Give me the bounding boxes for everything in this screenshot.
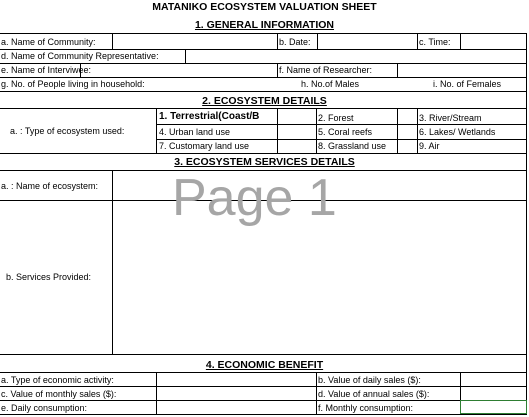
date-field[interactable] [318, 34, 416, 48]
daily-sales-field[interactable] [461, 373, 525, 385]
people-label: g. No. of People living in household: [1, 79, 145, 89]
annual-sales-field[interactable] [461, 387, 525, 399]
females-label: i. No. of Females [433, 79, 502, 89]
representative-field[interactable] [186, 50, 525, 62]
option-lakes[interactable]: 6. Lakes/ Wetlands [419, 127, 496, 137]
daily-consumption-label: e. Daily consumption: [1, 403, 88, 413]
section-services-header: 3. ECOSYSTEM SERVICES DETAILS [174, 156, 355, 168]
representative-label: d. Name of Community Representative: [1, 51, 159, 61]
daily-sales-label: b. Value of daily sales ($): [318, 375, 421, 385]
ecosystem-type-label: a. : Type of ecosystem used: [10, 126, 125, 136]
selected-cell[interactable] [460, 400, 527, 414]
option-river[interactable]: 3. River/Stream [419, 113, 482, 123]
males-label: h. No.of Males [301, 79, 360, 89]
community-field[interactable] [113, 34, 276, 48]
option-forest[interactable]: 2. Forest [318, 113, 354, 123]
time-label: c. Time: [419, 37, 451, 47]
community-label: a. Name of Community: [1, 37, 96, 47]
economic-activity-field[interactable] [157, 373, 315, 385]
date-label: b. Date: [279, 37, 311, 47]
time-field[interactable] [461, 34, 525, 48]
economic-activity-label: a. Type of economic activity: [1, 375, 114, 385]
option-urban[interactable]: 4. Urban land use [159, 127, 231, 137]
annual-sales-label: d. Value of annual sales ($): [318, 389, 430, 399]
option-terrestrial[interactable]: 1. Terrestrial(Coast/B [159, 111, 260, 122]
researcher-label: f. Name of Researcher: [279, 65, 373, 75]
option-customary[interactable]: 7. Customary land use [159, 141, 250, 151]
sheet-title: MATANIKO ECOSYSTEM VALUATION SHEET [152, 1, 377, 13]
section-general-header: 1. GENERAL INFORMATION [194, 19, 335, 31]
monthly-consumption-label: f. Monthly consumption: [318, 403, 414, 413]
researcher-field[interactable] [398, 64, 525, 76]
monthly-sales-field[interactable] [157, 387, 315, 399]
page-watermark: Page 1 [172, 169, 337, 227]
option-grassland[interactable]: 8. Grassland use [318, 141, 387, 151]
option-air[interactable]: 9. Air [419, 141, 440, 151]
section-ecosystem-header: 2. ECOSYSTEM DETAILS [202, 95, 327, 107]
daily-consumption-field[interactable] [157, 401, 315, 413]
interviewee-field[interactable] [81, 64, 276, 76]
interviewee-label: e. Name of Interviwee: [1, 65, 92, 75]
section-economic-header: 4. ECONOMIC BENEFIT [205, 359, 324, 371]
option-coral[interactable]: 5. Coral reefs [318, 127, 373, 137]
services-provided-label: b. Services Provided: [6, 272, 92, 282]
ecosystem-name-label: a. : Name of ecosystem: [1, 181, 99, 191]
monthly-sales-label: c. Value of monthly sales ($): [1, 389, 117, 399]
